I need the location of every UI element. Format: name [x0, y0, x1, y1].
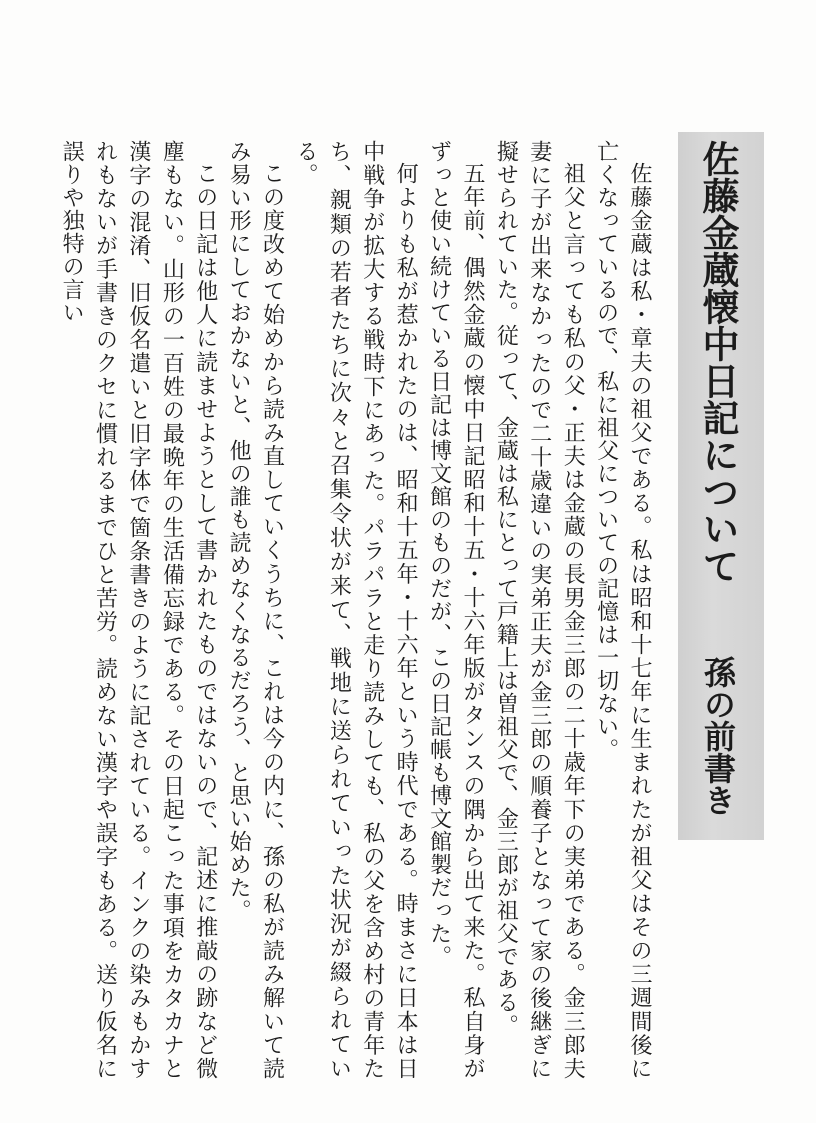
body-text — [55, 140, 656, 1080]
paragraph-3: 五年前、偶然金蔵の懐中日記昭和十五・十六年版がタンスの隅から出て来た。私自身がずっと使い続けている日記は博文館のものだが、この日記帳も博文館製だった。 — [426, 140, 485, 1080]
paragraph-6: この日記は他人に読ませようとして書かれたものではないので、記述に推敲の跡など微塵もない。山形の一百姓の最晩年の生活備忘録である。その日起こった事項をカタカナと漢字の混淆、旧仮名遣いと旧字体で箇条書きのように記されている。インクの染みもかすれもないが手書きのクセに慣れるまでひと苦労。読めない漢字や誤字もある。送り仮名に誤りや独特の言い — [59, 140, 218, 1080]
paragraph-5: この度改めて始めから読み直していくうちに、これは今の内に、孫の私が読み解いて読み易い形にしておかないと、他の誰も読めなくなるだろう、と思い始めた。 — [226, 140, 285, 1080]
paragraph-2: 祖父と言っても私の父・正夫は金蔵の長男金三郎の二十歳年下の実弟である。金三郎夫妻に子が出来なかったので二十歳違いの実弟正夫が金三郎の順養子となって家の後継ぎに擬せられていた。従って、金蔵は私にとって戸籍上は曽祖父で、金三郎が祖父である。 — [493, 140, 586, 1080]
paragraph-1: 佐藤金蔵は私・章夫の祖父である。私は昭和十七年に生まれたが祖父はその三週間後に亡くなっているので、私に祖父についての記憶は一切ない。 — [593, 140, 652, 1080]
title-block — [690, 140, 746, 830]
document-subtitle: 孫の前書き — [699, 656, 737, 816]
paragraph-4: 何よりも私が惹かれたのは、昭和十五年・十六年という時代である。時まさに日本は日中戦争が拡大する戦時下にあった。パラパラと走り読みしても、私の父を含め村の青年たち、親類の若者たちに次々と召集令状が来て、戦地に送られていった状況が綴られている。 — [292, 140, 419, 1081]
document-title: 佐藤金蔵懐中日記について — [696, 140, 740, 584]
